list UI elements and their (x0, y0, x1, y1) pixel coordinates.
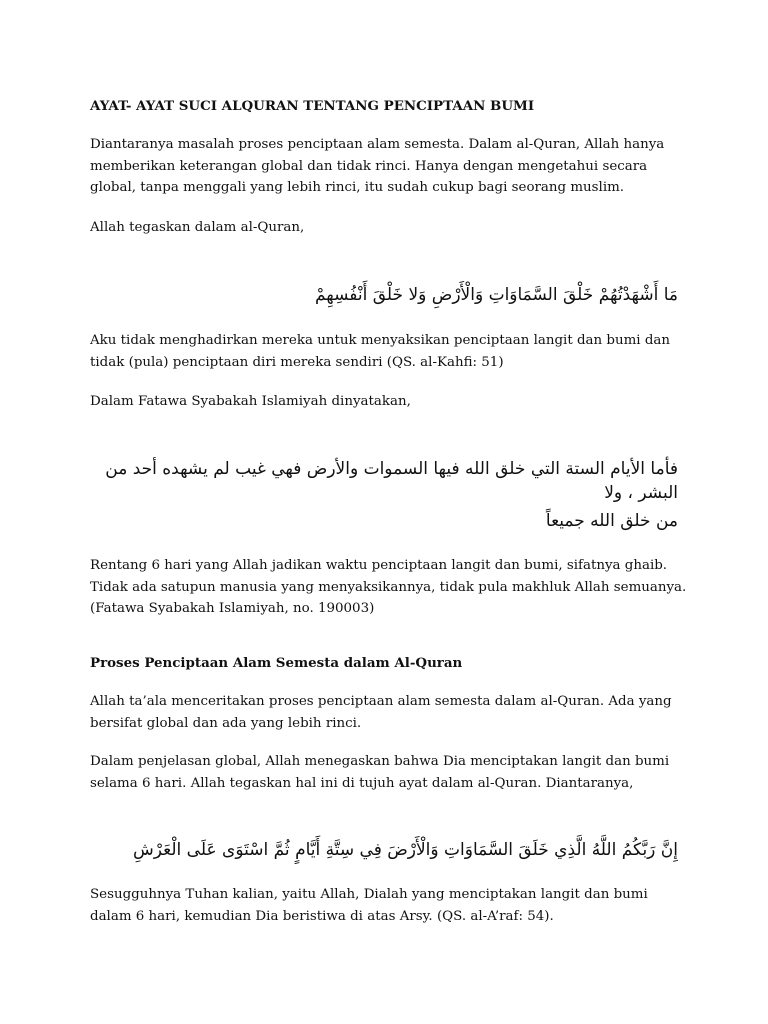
paragraph-araf-translation: Sesugguhnya Tuhan kalian, yaitu Allah, Dialah yang menciptakan langit dan bumi dalam 6 hari, kemudian Dia beristiwa di atas Arsy. (QS. al-A’raf: 54). (90, 887, 648, 924)
paragraph-fatawa-translation: Rentang 6 hari yang Allah jadikan waktu penciptaan langit dan bumi, sifatnya ghaib. Tidak ada satupun manusia yang menyaksikannya, tidak pula makhluk Allah semuanya. (Fatawa Syabakah Islamiyah, no. 190003) (90, 558, 687, 617)
paragraph-proses: Allah ta’ala menceritakan proses penciptaan alam semesta dalam al-Quran. Ada yang bersifat global dan ada yang lebih rinci. (90, 694, 672, 731)
arabic-fatawa-line-2: من خلق الله جميعاً (545, 511, 678, 531)
section-heading: Proses Penciptaan Alam Semesta dalam Al-Quran (90, 655, 463, 671)
document-page (90, 0, 690, 1024)
paragraph-allah-tegaskan: Allah tegaskan dalam al-Quran, (90, 220, 305, 235)
paragraph-kahfi-translation: Aku tidak menghadirkan mereka untuk menyaksikan penciptaan langit dan bumi dan tidak (pula) penciptaan diri mereka sendiri (QS. al-Kahfi: 51) (90, 333, 671, 370)
arabic-fatawa-line-1: فأما الأيام الستة التي خلق الله فيها السموات والأرض فهي غيب لم يشهده أحد من البشر ، ولا (105, 459, 678, 503)
paragraph-penjelasan-global: Dalam penjelasan global, Allah menegaskan bahwa Dia menciptakan langit dan bumi selama 6 hari. Allah tegaskan hal ini di tujuh ayat dalam al-Quran. Diantaranya, (90, 754, 670, 791)
arabic-verse-kahfi: مَا أَشْهَدْتُهُمْ خَلْقَ السَّمَاوَاتِ وَالْأَرْضِ وَلا خَلْقَ أَنْفُسِهِمْ (314, 285, 678, 305)
paragraph-fatawa-intro: Dalam Fatawa Syabakah Islamiyah dinyatakan, (90, 394, 411, 409)
document-title: AYAT- AYAT SUCI ALQURAN TENTANG PENCIPTAAN BUMI (90, 98, 535, 114)
arabic-verse-araf: إِنَّ رَبَّكُمُ اللَّهُ الَّذِي خَلَقَ السَّمَاوَاتِ وَالْأَرْضَ فِي سِتَّةِ أَيَّامٍ ثُمَّ اسْتَوَى عَلَى الْعَرْشِ (133, 840, 678, 860)
paragraph-intro: Diantaranya masalah proses penciptaan alam semesta. Dalam al-Quran, Allah hanya memberikan keterangan global dan tidak rinci. Hanya dengan mengetahui secara global, tanpa menggali yang lebih rinci, itu sudah cukup bagi seorang muslim. (90, 137, 665, 196)
